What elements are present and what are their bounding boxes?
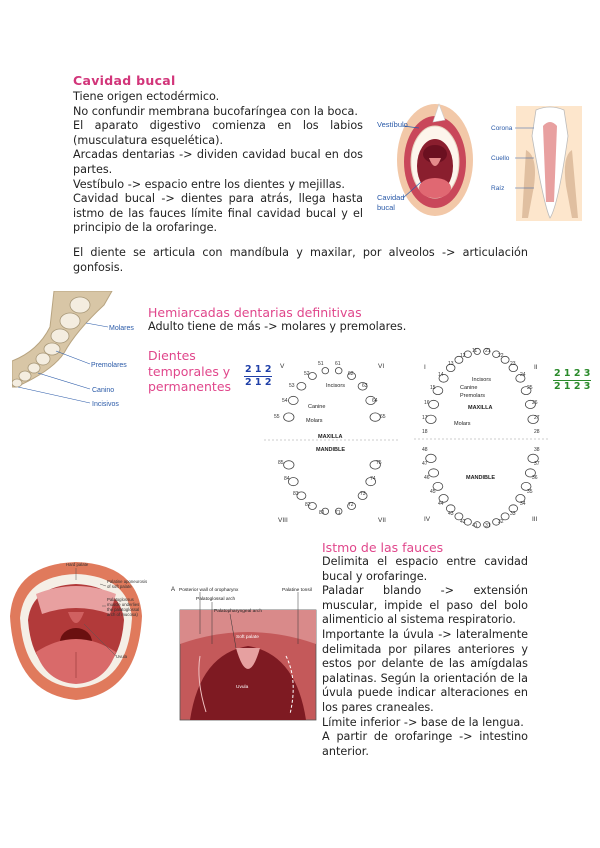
chart-label-maxilla: MAXILLA — [468, 405, 493, 411]
jaw-label-premolares: Premolares — [91, 362, 127, 369]
tooth-number: 23 — [510, 361, 516, 367]
mouth2-label: Palatoglossus — [107, 597, 134, 602]
tooth-outline — [284, 413, 294, 421]
tooth-number: 11 — [472, 348, 478, 354]
hemiarcadas-text: Adulto tiene de más -> molares y premolares. — [148, 320, 407, 333]
tooth-number: 16 — [424, 400, 430, 406]
tooth-number: 26 — [532, 400, 538, 406]
heading-line: temporales y — [148, 363, 231, 379]
tooth-number: 75 — [376, 460, 382, 466]
tooth-number: 21 — [485, 348, 491, 354]
mouth2-label-uvula: Uvula — [116, 654, 127, 659]
tooth-number: 83 — [293, 491, 299, 497]
tooth-number: 43 — [448, 511, 454, 517]
open-mouth-illustration — [375, 98, 475, 220]
tooth-number: 48 — [422, 447, 428, 453]
tooth-number: 72 — [348, 502, 354, 508]
chart-label-mandible: MANDIBLE — [316, 447, 346, 453]
jaw-label-molares: Molares — [109, 325, 134, 332]
quadrant-label: IV — [424, 516, 431, 523]
quadrant-label: III — [532, 516, 538, 523]
mouth2-label: arch of mucosa) — [107, 612, 138, 617]
tooth-outline — [429, 469, 439, 477]
tooth-number: 12 — [460, 353, 466, 359]
tooth-number: 74 — [370, 476, 376, 482]
temporal-dental-chart — [264, 350, 400, 528]
mouth-label-vestibulo: Vestíbulo — [377, 120, 408, 129]
formula-top: 2 1 2 3 — [554, 368, 591, 379]
formula-top: 2 1 2 — [245, 364, 272, 375]
tooth-outline — [288, 396, 298, 404]
tooth-cross-section — [488, 106, 584, 221]
tooth-number: 34 — [520, 501, 526, 507]
tooth-number: 84 — [284, 476, 290, 482]
photo-label-posterior: Posterior wall of oropharynx — [179, 588, 239, 593]
photo-label-palatine-tonsil: Palatine tonsil — [282, 588, 312, 593]
tooth-number: 14 — [438, 372, 444, 378]
section-title-istmo: Istmo de las fauces — [322, 540, 444, 555]
jaw-label-incisivos: Incisivos — [92, 401, 119, 408]
tooth-number: 62 — [348, 371, 354, 377]
tooth-number: 51 — [318, 361, 324, 367]
quadrant-label: V — [280, 363, 285, 370]
paragraph: A partir de orofaringe -> intestino anterior. — [322, 730, 528, 758]
tooth-number: 22 — [498, 353, 504, 359]
tooth-number: 15 — [430, 385, 436, 391]
tooth-number: 17 — [422, 415, 428, 421]
jaw-illustration — [12, 291, 142, 409]
chart-label-maxilla: MAXILLA — [318, 434, 343, 440]
mouth-label-cavidad: Cavidad — [377, 193, 405, 202]
section1-text — [73, 90, 363, 236]
paragraph: El diente se articula con mandíbula y maxilar, por alveolos -> articulación gonfosis. — [73, 246, 528, 274]
chart-label-canine: Canine — [460, 385, 478, 391]
formula-bottom: 2 1 2 — [245, 377, 272, 388]
chart-label-molars: Molars — [454, 421, 471, 427]
photo-label-palatoglossal: Palatoglossal arch — [196, 597, 236, 602]
quadrant-label: VII — [378, 517, 386, 524]
chart-label-incisors: Incisors — [472, 377, 491, 383]
tooth-outline — [297, 383, 306, 391]
tooth-number: 64 — [372, 398, 378, 404]
mouth2-label: the palatoglossal — [107, 607, 140, 612]
tooth-number: 52 — [304, 371, 310, 377]
tooth-number: 38 — [534, 447, 540, 453]
paragraph: El aparato digestivo comienza en los labios (musculatura esquelética). — [73, 119, 363, 147]
heading-hemiarcadas: Hemiarcadas dentarias definitivas — [148, 305, 362, 320]
chart-label-canine: Canine — [308, 404, 326, 410]
tooth-number: 81 — [319, 510, 325, 516]
tooth-outline — [308, 373, 316, 380]
tooth-number: 13 — [448, 361, 454, 367]
paragraph: Arcadas dentarias -> dividen cavidad bucal en dos partes. — [73, 148, 363, 176]
tooth-outline — [370, 413, 380, 421]
chart-label-premolars: Premolars — [460, 393, 486, 399]
heading-line: Dientes — [148, 348, 196, 363]
throat-photo — [170, 584, 320, 722]
chart-label-mandible: MANDIBLE — [466, 475, 496, 481]
photo-label-uvula: Uvula — [236, 685, 249, 690]
tooth-number: 31 — [485, 523, 491, 529]
tooth-number: 25 — [527, 385, 533, 391]
tooth-number: 55 — [274, 414, 280, 420]
quadrant-label: VI — [378, 363, 385, 370]
tooth-outline — [322, 368, 329, 374]
paragraph: Vestíbulo -> espacio entre los dientes y mejillas. — [73, 177, 345, 191]
tooth-number: 46 — [424, 475, 430, 481]
tooth-number: 44 — [438, 501, 444, 507]
quadrant-label: II — [534, 364, 538, 371]
tooth-number: 33 — [510, 511, 516, 517]
mouth2-label: muscle underlies — [107, 602, 140, 607]
mouth2-label: of soft palate — [107, 584, 132, 589]
paragraph: No confundir membrana bucofaríngea con la boca. — [73, 104, 358, 118]
mouth-uvula-illustration — [6, 556, 166, 706]
heading-dientes-temporales — [148, 348, 231, 395]
mouth2-label-hard-palate: Hard palate — [66, 562, 89, 567]
paragraph: Límite inferior -> base de la lengua. — [322, 715, 524, 729]
tooth-number: 45 — [430, 489, 436, 495]
tooth-label-raiz: Raíz — [491, 185, 505, 192]
tooth-number: 63 — [362, 383, 368, 389]
tooth-outline — [429, 400, 439, 408]
tooth-number: 41 — [472, 523, 478, 529]
tooth-number: 65 — [380, 414, 386, 420]
tooth-number: 54 — [282, 398, 288, 404]
tooth-number: 42 — [460, 519, 466, 525]
tooth-number: 28 — [534, 429, 540, 435]
tooth-number: 36 — [532, 475, 538, 481]
tooth-outline — [335, 368, 342, 374]
permanent-dental-chart — [414, 343, 550, 531]
paragraph: Cavidad bucal -> dientes para atrás, llega hasta istmo de las fauces límite final cavidad bucal y el principio de la orofaringe. — [73, 192, 363, 235]
paragraph: Importante la úvula -> lateralmente delimitada por pilares anteriores y estos por delante de las amígdalas palatinas. Según la orientación de la úvula puede indicar alteraciones en los pares craneales. — [322, 627, 528, 714]
tooth-number: 24 — [520, 372, 526, 378]
photo-label-a: A — [171, 587, 176, 593]
paragraph: Delimita el espacio entre cavidad bucal y orofaringe. — [322, 555, 528, 583]
quadrant-label: VIII — [278, 517, 288, 524]
paragraph: Paladar blando -> extensión muscular, impide el paso del bolo alimenticio al sistema respiratorio. — [322, 584, 528, 627]
tooth-number: 85 — [278, 460, 284, 466]
chart-label-molars: Molars — [306, 418, 323, 424]
mouth2-label: Palatine aponeurosis — [107, 579, 148, 584]
dental-formula-permanent — [553, 368, 591, 393]
chart-label-incisors: Incisors — [326, 383, 345, 389]
heading-line: permanentes — [148, 379, 232, 394]
tooth-number: 73 — [360, 491, 366, 497]
tooth-number: 71 — [335, 510, 341, 516]
tooth-number: 47 — [422, 461, 428, 467]
tooth-number: 27 — [534, 415, 540, 421]
tooth-label-cuello: Cuello — [491, 155, 510, 162]
photo-label-palatopharyngeal: Palatopharyngeal arch — [214, 609, 263, 614]
tooth-number: 18 — [422, 429, 428, 435]
jaw-label-canino: Canino — [92, 387, 115, 394]
tooth-number: 37 — [534, 461, 540, 467]
tooth-number: 32 — [498, 519, 504, 525]
tooth-outline — [288, 478, 298, 486]
mouth-label-bucal: bucal — [377, 203, 395, 212]
tooth-outline — [284, 461, 294, 469]
formula-bottom: 2 1 2 3 — [554, 381, 591, 392]
paragraph: Tiene origen ectodérmico. — [73, 90, 220, 103]
tooth-number: 35 — [527, 489, 533, 495]
tooth-number: 61 — [335, 361, 341, 367]
section-title-cavidad-bucal: Cavidad bucal — [73, 73, 176, 88]
tooth-number: 82 — [305, 502, 311, 508]
photo-label-soft-palate: Soft palate — [236, 635, 259, 640]
tooth-label-corona: Corona — [491, 125, 513, 132]
tooth-number: 53 — [289, 383, 295, 389]
quadrant-label: I — [424, 364, 426, 371]
section3-text — [322, 555, 528, 759]
